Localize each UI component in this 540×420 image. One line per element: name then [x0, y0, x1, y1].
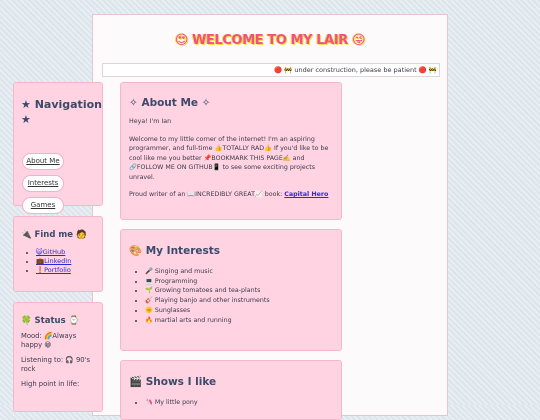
- list-item: • 🌞 Sunglasses: [145, 306, 341, 316]
- list-item: • 🔥 martial arts and running: [145, 316, 341, 326]
- shows-panel: [120, 360, 342, 420]
- about-greeting: Heya! I'm Ian: [129, 118, 172, 125]
- title-emoji-left: 😍: [174, 33, 188, 48]
- list-item: • 🎤 Singing and music: [145, 267, 341, 277]
- title-text: WELCOME TO MY LAIR: [192, 33, 348, 48]
- about-writer: [129, 190, 333, 200]
- nav-link-interests[interactable]: Interests: [22, 175, 64, 192]
- shows-heading: 🎬 Shows I like: [129, 376, 217, 388]
- find-me-links: [14, 248, 102, 275]
- status-heading: 🍀 Status ⌚: [21, 316, 80, 326]
- list-item: [36, 266, 102, 275]
- about-me-heading: ✧ About Me ✧: [129, 97, 211, 109]
- list-item: • 🌱 Growing tomatoes and tea-plants: [145, 286, 341, 296]
- find-me-panel: [13, 216, 103, 292]
- list-item: [36, 248, 102, 257]
- status-listening: Listening to: 🎧 90's rock: [21, 356, 90, 373]
- status-mood: Mood: 🌈Always happy 😁: [21, 332, 77, 349]
- list-item: • 🦄 My little pony: [145, 398, 341, 408]
- find-me-heading: 🔌 Find me 🧑: [21, 230, 87, 240]
- portfolio-link[interactable]: ❗Portfolio: [36, 266, 71, 274]
- about-me-panel: [120, 82, 342, 220]
- about-writer-text: Proud writer of an 📖INCREDIBLY GREAT📈 book:: [129, 191, 285, 198]
- about-body: Welcome to my little corner of the internet! I'm an aspiring programmer, and full-time 👍TOTALLY RAD👍 If you'd like to be cool like me you better 📌BOOKMARK THIS PAGE✍️ and 🔗FOLLOW ME ON GITHUB📱 to see some exciting projects unravel.: [129, 135, 329, 181]
- title-emoji-right: 😜: [352, 33, 366, 48]
- linkedin-link[interactable]: 💼LinkedIn: [36, 257, 72, 265]
- marquee-text: 🔴 🚧 under construction, please be patient 🔴 🚧: [274, 66, 437, 74]
- status-high-point: High point in life:: [21, 380, 80, 388]
- list-item: • 💻 Programming: [145, 277, 341, 287]
- nav-link-about-me[interactable]: About Me: [22, 153, 64, 170]
- list-item: [36, 257, 102, 266]
- interests-panel: [120, 229, 342, 351]
- navigation-panel: [13, 82, 103, 209]
- github-link[interactable]: 😺GitHub: [36, 248, 66, 256]
- list-item: • 🎸 Playing banjo and other instruments: [145, 296, 341, 306]
- status-panel: [13, 302, 103, 412]
- shows-list: [121, 398, 341, 408]
- interests-list: [121, 267, 341, 325]
- navigation-heading: ★ Navigation ★: [21, 98, 102, 126]
- book-link[interactable]: Capital Hero: [284, 191, 329, 198]
- interests-heading: 🎨 My Interests: [129, 245, 221, 257]
- page-title: [93, 33, 447, 48]
- nav-link-games[interactable]: Games: [22, 197, 64, 214]
- construction-marquee: [102, 63, 440, 77]
